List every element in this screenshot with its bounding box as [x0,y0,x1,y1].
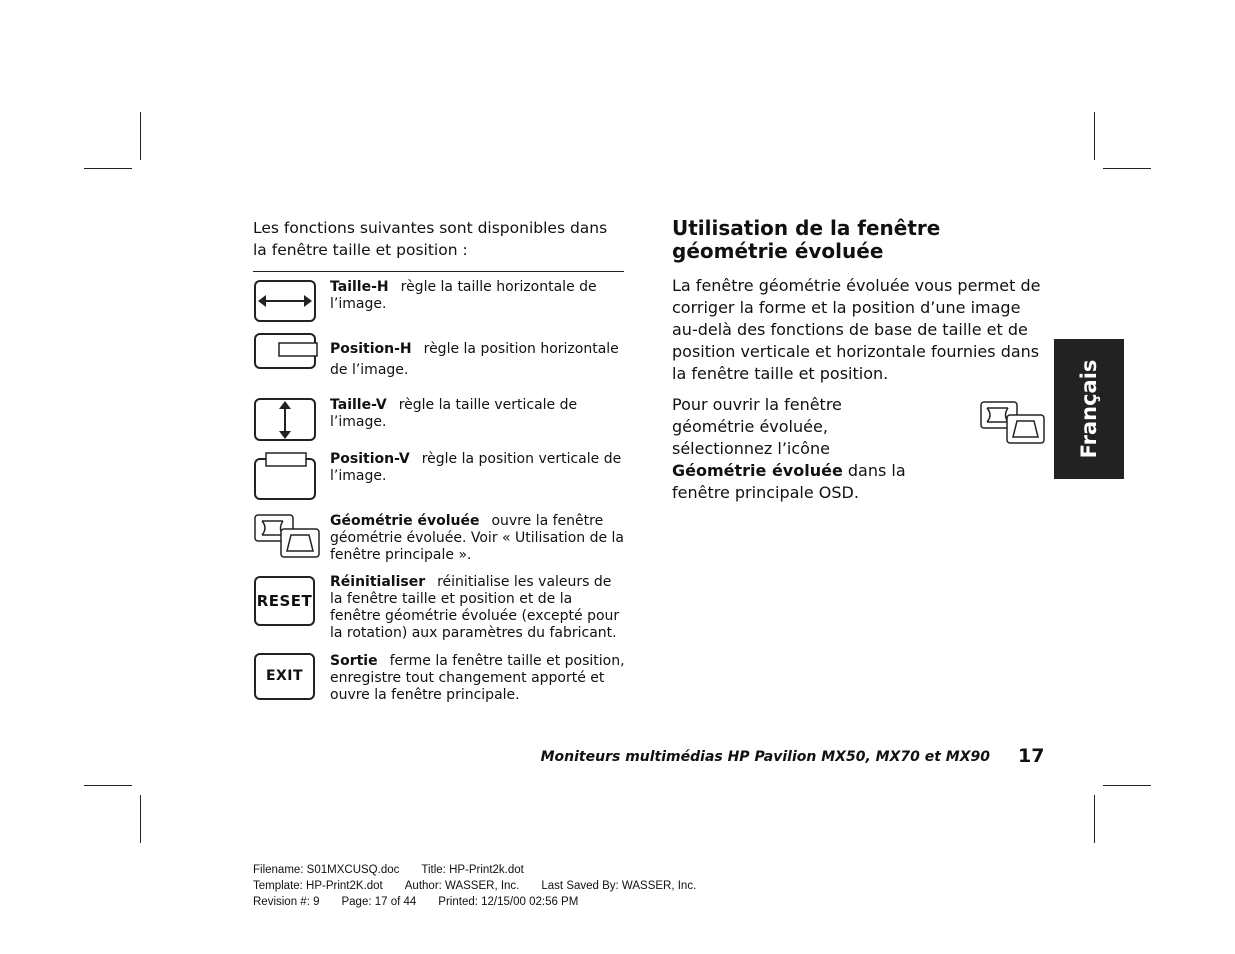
item-term: Taille-H [330,279,389,295]
section-paragraph: La fenêtre géométrie évoluée vous permet de corriger la forme et la position d’une image au-delà des fonctions de base de taille et de position verticale et horizontale fournies dans la fenêtre taille et position. [672,276,1041,383]
item-description: règle la taille verticale de l’image. [330,397,578,430]
vertical-position-icon [253,451,319,501]
horizontal-size-icon [253,279,319,323]
language-tab [1054,339,1124,479]
list-item [253,333,625,379]
instruction-paragraph [672,394,922,504]
document-metadata [253,862,718,910]
advanced-geometry-icon [253,513,323,561]
crop-mark [1094,795,1095,843]
item-description: règle la position verticale de l’image. [330,451,622,484]
horizontal-position-icon [253,333,319,373]
crop-mark [1094,112,1095,160]
item-description: ferme la fenêtre taille et position, enregistre tout changement apporté et ouvre la fenêtre principale. [330,653,625,703]
item-term: Position-V [330,451,410,467]
crop-mark [84,168,132,169]
instruction-bold-term: Géométrie évoluée [672,461,843,480]
reset-icon: RESET [254,576,315,626]
item-term: Géométrie évoluée [330,513,480,529]
crop-mark [1103,785,1151,786]
meta-title: Title: HP-Print2k.dot [421,864,524,876]
meta-template: Template: HP-Print2K.dot [253,880,383,892]
item-term: Taille-V [330,397,387,413]
meta-last-saved: Last Saved By: WASSER, Inc. [541,880,697,892]
page-number: 17 [1018,745,1045,767]
intro-text: Les fonctions suivantes sont disponibles dans la fenêtre taille et position : [253,219,608,259]
footer-title: Moniteurs multimédias HP Pavilion MX50, MX70 et MX90 [540,749,990,765]
meta-page: Page: 17 of 44 [341,896,417,908]
item-term: Sortie [330,653,378,669]
item-description: réinitialise les valeurs de la fenêtre taille et position et de la fenêtre géométrie évoluée (excepté pour la rotation) aux paramètres du fabricant. [330,574,620,641]
crop-mark [84,785,132,786]
divider [253,271,624,272]
meta-filename: Filename: S01MXCUSQ.doc [253,864,400,876]
instruction-text: Pour ouvrir la fenêtre géométrie évoluée, sélectionnez l’icône [672,395,842,458]
item-description: règle la taille horizontale de l’image. [330,279,597,312]
meta-printed: Printed: 12/15/00 02:56 PM [438,896,579,908]
item-term: Réinitialiser [330,574,426,590]
meta-author: Author: WASSER, Inc. [404,880,520,892]
crop-mark [140,112,141,160]
advanced-geometry-icon [979,400,1047,446]
exit-icon: EXIT [254,653,315,700]
instruction-text: dans la fenêtre principale OSD. [672,461,906,502]
language-label: Français [1077,359,1101,459]
list-item [253,397,625,443]
item-description: ouvre la fenêtre géométrie évoluée. Voir « Utilisation de la fenêtre principale ». [330,513,624,563]
section-heading: Utilisation de la fenêtre géométrie évoluée [672,216,941,263]
item-description: règle la position horizontale de l’image. [330,341,619,378]
meta-revision: Revision #: 9 [253,896,320,908]
crop-mark [1103,168,1151,169]
list-item [253,513,625,569]
vertical-size-icon [253,397,319,443]
list-item [253,279,625,325]
item-term: Position-H [330,341,412,357]
list-item [253,653,625,705]
list-item [253,451,625,501]
crop-mark [140,795,141,843]
list-item [253,574,625,646]
